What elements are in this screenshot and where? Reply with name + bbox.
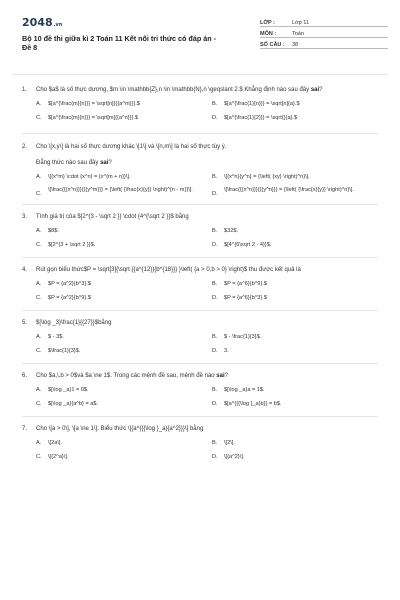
option-b[interactable]: B. \[{x^n}{y^n} = {\left( {xy} \right)^n}\]. [212, 174, 310, 180]
option-d[interactable]: D. 3. [212, 348, 229, 354]
question-subtext: Đẳng thức nào sau đây sai? [36, 160, 112, 166]
option-d[interactable]: D. $[a^{{{\log }_a}b}} = b$. [212, 401, 282, 407]
option-c[interactable]: C. $[\log _a}{a^b} = a$. [36, 401, 99, 407]
question-text: Cho $a$ là số thực dương, $m \in \mathbb{Z},n \in \mathbb{N},n \geqslant 2.$ Khẳng định nào sau đây sai? [36, 87, 323, 93]
option-a[interactable]: A. \[{x^m} \cdot {x^n} = {x^{m + n}}\]. [36, 174, 131, 180]
option-a[interactable]: A. $ - 3$. [36, 334, 64, 340]
option-c[interactable]: C. $\frac{1}{3}$. [36, 348, 81, 354]
question-3-options [36, 227, 378, 235]
option-d[interactable]: D. \[{a^2}\]. [212, 454, 245, 460]
question-text: Cho \[a > 0\], \[a \ne 1\]. Biểu thức \[{a^{{{\log }_a}{a^2}}}\] bằng [36, 426, 204, 432]
question-text: Cho $a,\,b > 0$và $a \ne 1$. Trong các mệnh đề sau, mệnh đề nào sai? [36, 373, 228, 379]
question-2-options [36, 173, 378, 181]
question-1-options [36, 100, 378, 108]
question-4: 4. Rút gọn biểu thức$P = \sqrt[3]{\sqrt {{a^{12}}{b^{18}}} }\left( {a > 0,b > 0} \right)$ thu được kết quả là [22, 267, 301, 273]
info-row-subject: MÔN : Toán [260, 27, 388, 38]
option-a[interactable]: A. $[\log _a}1 = 0$. [36, 387, 89, 393]
question-1: 1. Cho $a$ là số thực dương, $m \in \mathbb{Z},n \in \mathbb{N},n \geqslant 2.$ Khẳng định nào sau đây sai? [22, 87, 323, 93]
option-b[interactable]: B. $P = {a^6}{b^9}.$ [212, 281, 267, 287]
site-logo[interactable]: 2048.vn [22, 16, 63, 29]
option-b[interactable]: B. $[a^{\frac{1}{n}}} = \sqrt[n]{a}.$ [212, 101, 300, 107]
option-a[interactable]: A. $[a^{\frac{m}{n}}} = \sqrt[n]{{{a^m}}}.$ [36, 101, 140, 107]
question-6: 6. Cho $a,\,b > 0$và $a \ne 1$. Trong các mệnh đề sau, mệnh đề nào sai? [22, 373, 228, 379]
option-c[interactable]: C. \[{2^a}\]. [36, 454, 69, 460]
option-d[interactable]: D. $P = {a^6}{b^3}.$ [212, 295, 267, 301]
option-c[interactable]: C. \[\frac{{{x^n}}}{{{y^m}}} = {\left( {\frac{x}{y}} \right)^{n - m}}\]. [36, 187, 193, 197]
question-2: 2. Cho \[x,y\] là hai số thực dương khác \[1\] và \[n,m\] là hai số thực tùy ý. Đẳng thức nào sau đây sai? [22, 143, 380, 167]
option-c[interactable]: C. $[a^{\frac{m}{n}}} = \sqrt[m]{{a^n}}}.$ [36, 115, 139, 121]
option-b[interactable]: B. $32$. [212, 228, 238, 234]
option-d[interactable]: D. $[4^{6\sqrt 2 - 4}}$. [212, 242, 272, 248]
question-text: $[\log _3}\frac{1}{{27}}$bằng [36, 320, 112, 326]
info-row-class: LỚP : Lớp 11 [260, 16, 388, 27]
question-6-options [36, 386, 378, 394]
exam-info [260, 16, 388, 64]
question-text: Cho \[x,y\] là hai số thực dương khác \[1\] và \[n,m\] là hai số thực tùy ý. [36, 144, 227, 150]
option-b[interactable]: B. \[2\]. [212, 440, 235, 446]
option-d[interactable]: D. $[a^{\frac{1}{2}}} = \sqrt{}{a}.$ [212, 115, 298, 121]
option-c[interactable]: C. $[2^{3 + \sqrt 2 }}$. [36, 242, 96, 248]
question-3: 3. Tính giá trị của $[2^{3 - \sqrt 2 }} \cdot {4^{\sqrt 2 }}$ bằng [22, 214, 189, 220]
question-7: 7. Cho \[a > 0\], \[a \ne 1\]. Biểu thức \[{a^{{{\log }_a}{a^2}}}\] bằng [22, 426, 204, 432]
question-7-options [36, 439, 378, 447]
option-a[interactable]: A. $8$. [36, 228, 59, 234]
question-5-options [36, 333, 378, 341]
document-title: Bộ 10 đề thi giữa kì 2 Toán 11 Kết nối tri thức có đáp án - Đề 8 [22, 34, 216, 52]
option-b[interactable]: B. $ - \frac{1}{3}$. [212, 334, 262, 340]
header-left [12, 16, 252, 64]
option-d[interactable]: D. \[\frac{{{x^n}}}{{{y^n}}} = {\left( {\frac{x}{y}} \right)^n}\]. [212, 187, 354, 197]
document-header [12, 0, 388, 64]
option-a[interactable]: A. $P = {a^2}{b^3}.$ [36, 281, 91, 287]
option-b[interactable]: B. $[\log _a}a = 1$. [212, 387, 265, 393]
question-text: Rút gọn biểu thức$P = \sqrt[3]{\sqrt {{a^{12}}{b^{18}}} }\left( {a > 0,b > 0} \right)$ thu được kết quả là [36, 267, 301, 273]
option-c[interactable]: C. $P = {a^2}{b^9}.$ [36, 295, 91, 301]
question-4-options [36, 280, 378, 288]
info-row-count: SỐ CÂU : 38 [260, 38, 388, 49]
question-5: 5. $[\log _3}\frac{1}{{27}}$bằng [22, 320, 112, 326]
question-text: Tính giá trị của $[2^{3 - \sqrt 2 }} \cdot {4^{\sqrt 2 }}$ bằng [36, 214, 189, 220]
option-a[interactable]: A. \[2a\]. [36, 440, 62, 446]
